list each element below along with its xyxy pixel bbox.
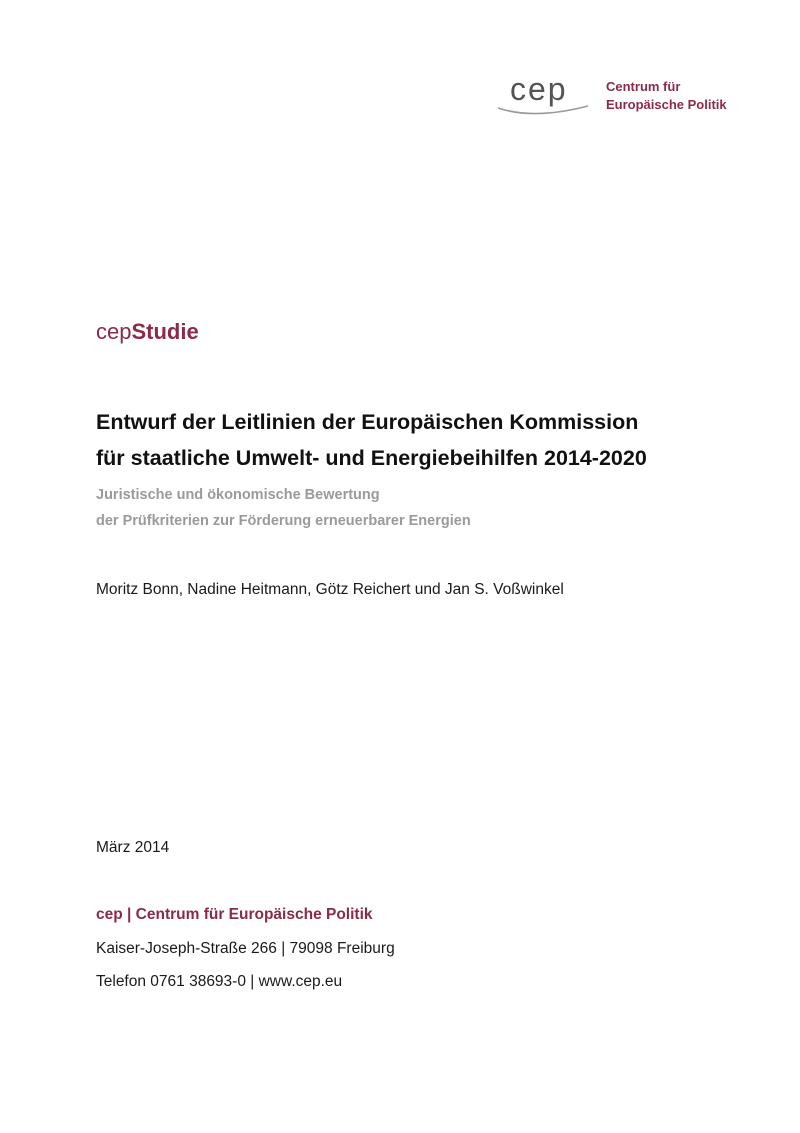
cep-logo-mark xyxy=(494,58,594,118)
logo-swoosh xyxy=(498,106,588,114)
logo-name-line1: Centrum für xyxy=(606,79,681,94)
series-prefix: cep xyxy=(96,319,132,344)
cep-logo xyxy=(494,58,594,118)
series-label xyxy=(96,321,199,343)
document-subtitle-line1: Juristische und ökonomische Bewertung xyxy=(96,487,380,503)
authors: Moritz Bonn, Nadine Heitmann, Götz Reichert und Jan S. Voßwinkel xyxy=(96,581,564,598)
document-title-line1: Entwurf der Leitlinien der Europäischen Kommission xyxy=(96,410,639,434)
logo-name-line2: Europäische Politik xyxy=(606,97,727,112)
publication-date: März 2014 xyxy=(96,839,170,856)
document-title-line2: für staatliche Umwelt- und Energiebeihilfen 2014-2020 xyxy=(96,446,647,470)
logo-mark-text: cep xyxy=(510,71,568,107)
organization-phone-web: Telefon 0761 38693-0 | www.cep.eu xyxy=(96,973,343,990)
organization-address: Kaiser-Joseph-Straße 266 | 79098 Freiburg xyxy=(96,940,395,957)
document-subtitle-line2: der Prüfkriterien zur Förderung erneuerbarer Energien xyxy=(96,513,471,529)
organization-name: cep | Centrum für Europäische Politik xyxy=(96,906,373,923)
series-name: Studie xyxy=(131,319,199,344)
